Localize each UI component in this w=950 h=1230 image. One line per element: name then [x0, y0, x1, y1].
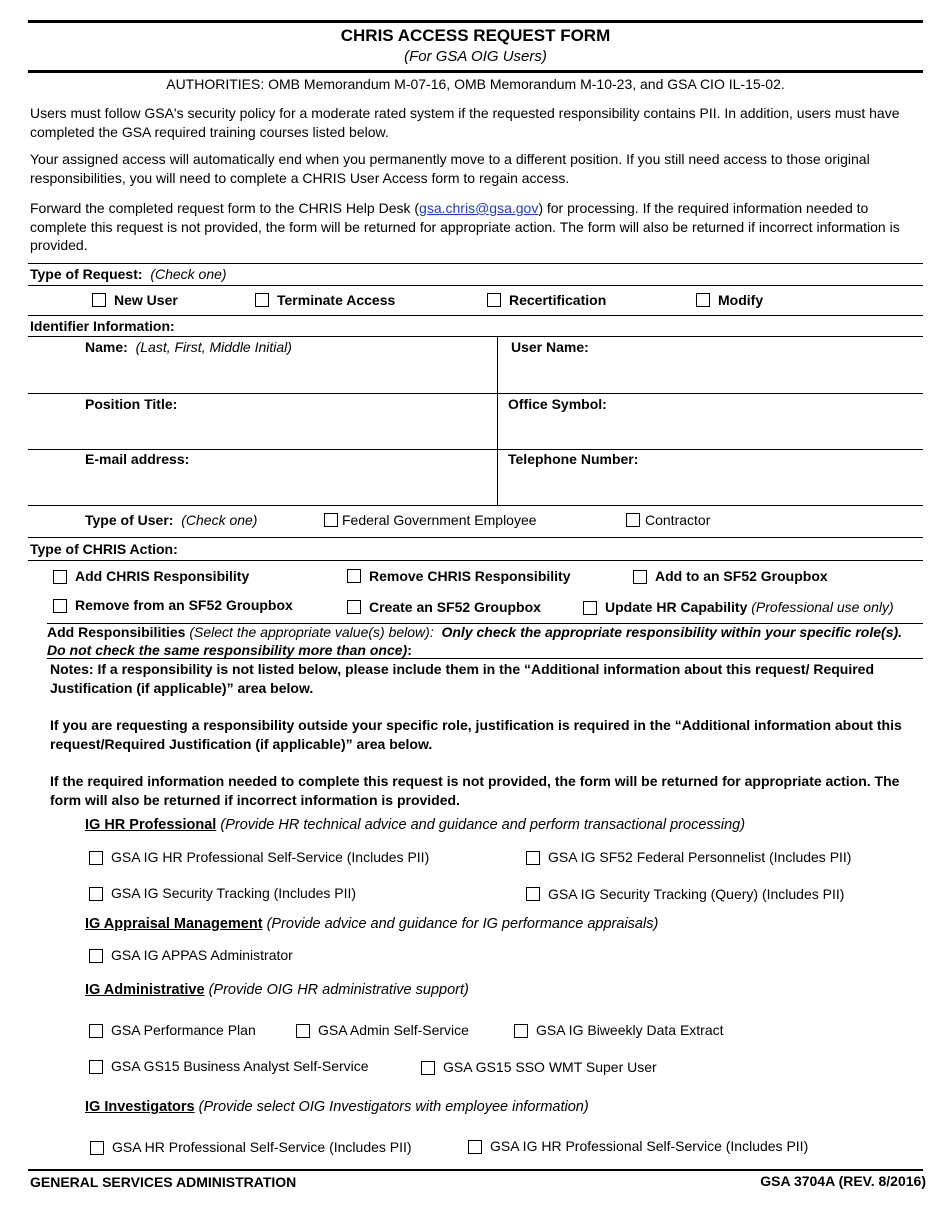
appraisal-desc: (Provide advice and guidance for IG performance appraisals): [266, 916, 659, 932]
action-heading: Type of CHRIS Action:: [30, 541, 178, 557]
form-title: CHRIS ACCESS REQUEST FORM: [340, 26, 611, 45]
intro-para-2: Your assigned access will automatically end when you permanently move to a different position. If you still need access to those original responsibilities, you will need to complete a CHRIS User Access form to regain access.: [30, 151, 870, 186]
security-tracking-label: GSA IG Security Tracking (Includes PII): [111, 885, 357, 901]
user-type-hint: (Check one): [181, 512, 258, 528]
security-tracking-query-label: GSA IG Security Tracking (Query) (Includes PII): [548, 886, 845, 902]
update-hr-capability-field: [605, 599, 894, 615]
rule: [28, 315, 923, 316]
appraisal-title: IG Appraisal Management: [85, 916, 263, 932]
intro-para-3-post: ) for processing. If the required information needed to complete this request is not provided, the form will be returned for appropriate action. The form will also be returned if incorrect information is provided.: [30, 200, 900, 253]
rule: [28, 336, 923, 337]
biweekly-extract-label: GSA IG Biweekly Data Extract: [536, 1022, 724, 1038]
administrative-desc: (Provide OIG HR administrative support): [208, 982, 469, 998]
sf52-personnelist-checkbox[interactable]: [526, 851, 540, 865]
federal-employee-checkbox[interactable]: [324, 513, 338, 527]
email-field[interactable]: E-mail address:: [85, 451, 190, 467]
rule: [28, 505, 923, 506]
investigators-title: IG Investigators: [85, 1099, 195, 1115]
rule: [28, 560, 923, 561]
security-tracking-checkbox[interactable]: [89, 887, 103, 901]
create-sf52-groupbox-label: Create an SF52 Groupbox: [369, 599, 541, 615]
telephone-field[interactable]: Telephone Number:: [508, 451, 639, 467]
contractor-checkbox[interactable]: [626, 513, 640, 527]
add-responsibilities-heading: [47, 623, 907, 659]
user-name-field[interactable]: User Name:: [511, 339, 589, 355]
hr-professional-title: IG HR Professional: [85, 817, 217, 833]
user-type-heading: [85, 512, 257, 528]
modify-checkbox[interactable]: [696, 293, 710, 307]
request-type-hint: (Check one): [150, 266, 227, 282]
field-divider: [497, 337, 498, 505]
form-subtitle: (For GSA OIG Users): [404, 48, 547, 65]
remove-sf52-groupbox-label: Remove from an SF52 Groupbox: [75, 597, 293, 613]
footer-form-number: GSA 3704A (REV. 8/2016): [760, 1173, 926, 1189]
gs15-sso-wmt-label: GSA GS15 SSO WMT Super User: [443, 1059, 657, 1075]
request-type-label: Type of Request:: [30, 266, 143, 282]
rule: [47, 658, 923, 659]
biweekly-extract-checkbox[interactable]: [514, 1024, 528, 1038]
position-title-field[interactable]: Position Title:: [85, 396, 178, 412]
rule: [28, 393, 923, 394]
performance-plan-checkbox[interactable]: [89, 1024, 103, 1038]
terminate-access-label: Terminate Access: [277, 292, 396, 308]
sf52-personnelist-label: GSA IG SF52 Federal Personnelist (Includes PII): [548, 849, 852, 865]
performance-plan-label: GSA Performance Plan: [111, 1022, 256, 1038]
gs15-business-analyst-label: GSA GS15 Business Analyst Self-Service: [111, 1058, 369, 1074]
note-3: If the required information needed to complete this request is not provided, the form will be returned for appropriate action. The form will also be returned if incorrect information is provided.: [50, 773, 900, 808]
create-sf52-groupbox-checkbox[interactable]: [347, 600, 361, 614]
inv-ig-hr-pro-self-service-checkbox[interactable]: [468, 1140, 482, 1154]
rule: [28, 263, 923, 264]
investigators-desc: (Provide select OIG Investigators with employee information): [198, 1099, 589, 1115]
new-user-checkbox[interactable]: [92, 293, 106, 307]
intro-para-1: Users must follow GSA's security policy for a moderate rated system if the requested responsibility contains PII. In addition, users must have completed the GSA required training courses listed below.: [30, 105, 900, 140]
add-sf52-groupbox-label: Add to an SF52 Groupbox: [655, 568, 828, 584]
remove-sf52-groupbox-checkbox[interactable]: [53, 599, 67, 613]
top-rule: [28, 20, 923, 23]
add-chris-resp-checkbox[interactable]: [53, 570, 67, 584]
admin-self-service-checkbox[interactable]: [296, 1024, 310, 1038]
name-label: Name:: [85, 339, 128, 355]
new-user-label: New User: [114, 292, 178, 308]
user-type-label: Type of User:: [85, 512, 174, 528]
terminate-access-checkbox[interactable]: [255, 293, 269, 307]
federal-employee-label: Federal Government Employee: [342, 512, 537, 528]
note-2: If you are requesting a responsibility outside your specific role, justification is required in the “Additional information about this request/Required Justification (if applicable)” area below.: [50, 717, 902, 752]
header-rule: [28, 70, 923, 73]
recertification-checkbox[interactable]: [487, 293, 501, 307]
gs15-business-analyst-checkbox[interactable]: [89, 1060, 103, 1074]
modify-label: Modify: [718, 292, 764, 308]
inv-hr-pro-self-service-checkbox[interactable]: [90, 1141, 104, 1155]
rule: [28, 449, 923, 450]
footer-agency: GENERAL SERVICES ADMINISTRATION: [30, 1174, 297, 1190]
helpdesk-email-link[interactable]: gsa.chris@gsa.gov: [419, 200, 539, 216]
appraisal-heading: [85, 916, 658, 932]
request-type-heading: [30, 266, 227, 282]
hr-pro-self-service-label: GSA IG HR Professional Self-Service (Includes PII): [111, 849, 430, 865]
add-sf52-groupbox-checkbox[interactable]: [633, 570, 647, 584]
office-symbol-field[interactable]: Office Symbol:: [508, 396, 607, 412]
contractor-label: Contractor: [645, 512, 711, 528]
update-hr-capability-checkbox[interactable]: [583, 601, 597, 615]
administrative-title: IG Administrative: [85, 982, 205, 998]
footer-rule: [28, 1169, 923, 1171]
hr-professional-heading: [85, 817, 745, 833]
rule: [28, 537, 923, 538]
update-hr-capability-label: Update HR Capability: [605, 599, 748, 615]
inv-ig-hr-pro-self-service-label: GSA IG HR Professional Self-Service (Includes PII): [490, 1138, 809, 1154]
investigators-heading: [85, 1099, 589, 1115]
hr-pro-self-service-checkbox[interactable]: [89, 851, 103, 865]
remove-chris-resp-label: Remove CHRIS Responsibility: [369, 568, 571, 584]
remove-chris-resp-checkbox[interactable]: [347, 569, 361, 583]
authorities: AUTHORITIES: OMB Memorandum M-07-16, OMB Memorandum M-10-23, and GSA CIO IL-15-02.: [166, 76, 785, 92]
intro-para-3: [30, 199, 925, 255]
admin-self-service-label: GSA Admin Self-Service: [318, 1022, 469, 1038]
security-tracking-query-checkbox[interactable]: [526, 887, 540, 901]
appas-admin-label: GSA IG APPAS Administrator: [111, 947, 293, 963]
appas-admin-checkbox[interactable]: [89, 949, 103, 963]
add-resp-instruction: Only check the appropriate responsibility within your specific role(s). Do not check the same responsibility more than once): [47, 624, 903, 658]
rule: [28, 285, 923, 286]
add-resp-hint: (Select the appropriate value(s) below):: [189, 624, 434, 640]
note-1: Notes: If a responsibility is not listed below, please include them in the “Additional information about this request/ Required Justification (if applicable)” area below.: [50, 661, 875, 696]
hr-professional-desc: (Provide HR technical advice and guidance and perform transactional processing): [220, 817, 746, 833]
inv-hr-pro-self-service-label: GSA HR Professional Self-Service (Includes PII): [112, 1139, 412, 1155]
recertification-label: Recertification: [509, 292, 607, 308]
gs15-sso-wmt-checkbox[interactable]: [421, 1061, 435, 1075]
intro-para-3-pre: Forward the completed request form to the CHRIS Help Desk (: [30, 200, 420, 216]
update-hr-capability-hint: (Professional use only): [751, 599, 894, 615]
name-field[interactable]: [85, 339, 292, 355]
add-chris-resp-label: Add CHRIS Responsibility: [75, 568, 250, 584]
administrative-heading: [85, 982, 469, 998]
name-hint: (Last, First, Middle Initial): [135, 339, 292, 355]
identifier-heading: Identifier Information:: [30, 318, 175, 334]
add-resp-colon: :: [407, 642, 412, 658]
add-resp-label: Add Responsibilities: [47, 624, 186, 640]
